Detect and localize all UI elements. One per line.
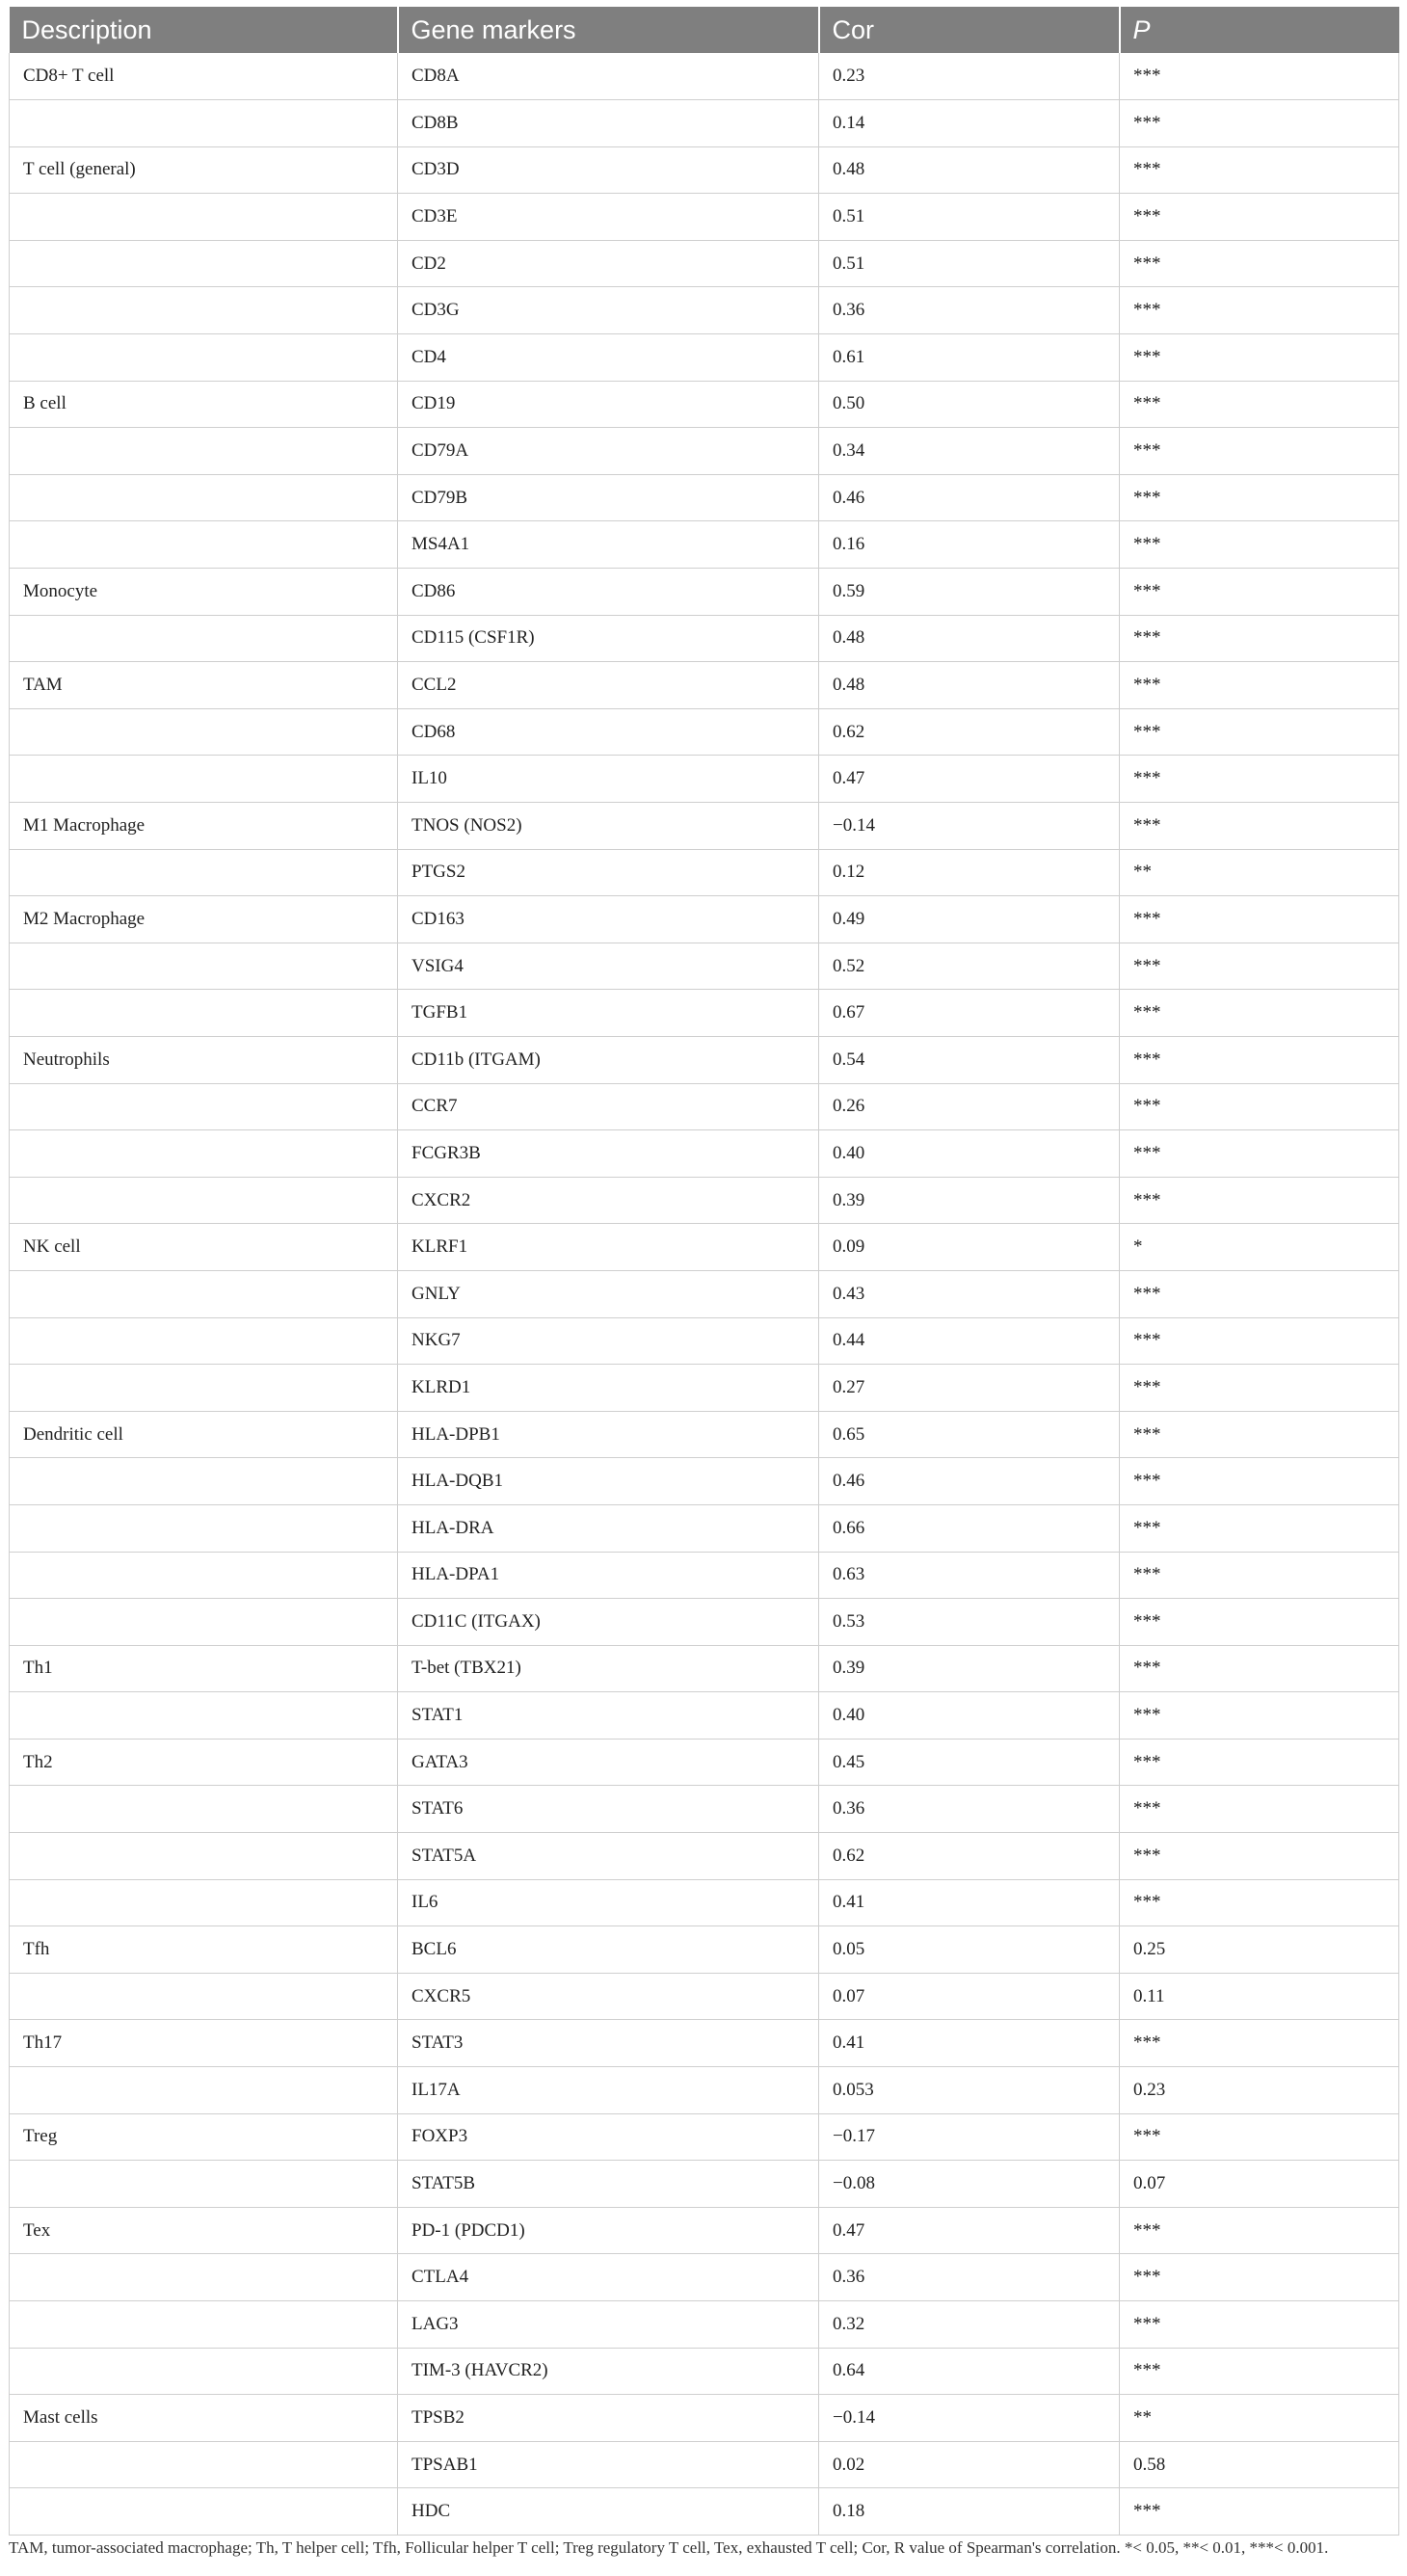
cell-cor: 0.47	[819, 2207, 1120, 2254]
table-row	[10, 2161, 1399, 2208]
cell-cor: −0.17	[819, 2113, 1120, 2161]
cell-cor: 0.44	[819, 1317, 1120, 1365]
cell-cor: 0.05	[819, 1926, 1120, 1974]
cell-p: ***	[1120, 2254, 1399, 2301]
cell-p: ***	[1120, 2207, 1399, 2254]
cell-gene-marker: TNOS (NOS2)	[398, 803, 819, 850]
cell-cor: 0.64	[819, 2348, 1120, 2395]
cell-cor: 0.51	[819, 240, 1120, 287]
cell-p: ***	[1120, 1365, 1399, 1412]
table-row	[10, 1879, 1399, 1926]
cell-cor: 0.39	[819, 1645, 1120, 1692]
cell-gene-marker: IL17A	[398, 2067, 819, 2114]
table-row	[10, 2113, 1399, 2161]
table-row	[10, 1692, 1399, 1739]
cell-p: ***	[1120, 474, 1399, 521]
table-row	[10, 896, 1399, 943]
cell-p: ***	[1120, 1692, 1399, 1739]
cell-description: Treg	[10, 2113, 398, 2161]
cell-description	[10, 100, 398, 147]
table-row	[10, 2020, 1399, 2067]
cell-description	[10, 1552, 398, 1599]
table-row	[10, 756, 1399, 803]
cell-gene-marker: CD79A	[398, 428, 819, 475]
cell-cor: 0.54	[819, 1036, 1120, 1083]
cell-p: ***	[1120, 1317, 1399, 1365]
cell-description: M1 Macrophage	[10, 803, 398, 850]
cell-gene-marker: CCR7	[398, 1083, 819, 1130]
cell-p: ***	[1120, 194, 1399, 241]
table-row	[10, 1224, 1399, 1271]
cell-p: ***	[1120, 2020, 1399, 2067]
cell-cor: 0.46	[819, 474, 1120, 521]
cell-p: **	[1120, 849, 1399, 896]
cell-description: TAM	[10, 662, 398, 709]
table-row	[10, 1317, 1399, 1365]
cell-cor: 0.09	[819, 1224, 1120, 1271]
table-row	[10, 194, 1399, 241]
correlation-table	[9, 7, 1399, 2536]
cell-p: ***	[1120, 2488, 1399, 2536]
cell-cor: 0.40	[819, 1692, 1120, 1739]
cell-cor: 0.14	[819, 100, 1120, 147]
cell-description	[10, 615, 398, 662]
table-row	[10, 240, 1399, 287]
cell-p: ***	[1120, 146, 1399, 194]
cell-gene-marker: HLA-DQB1	[398, 1458, 819, 1505]
cell-p: ***	[1120, 1645, 1399, 1692]
cell-p: ***	[1120, 1552, 1399, 1599]
cell-cor: −0.14	[819, 803, 1120, 850]
cell-p: ***	[1120, 943, 1399, 990]
cell-gene-marker: STAT1	[398, 1692, 819, 1739]
cell-description	[10, 1692, 398, 1739]
cell-gene-marker: VSIG4	[398, 943, 819, 990]
cell-gene-marker: HLA-DPB1	[398, 1411, 819, 1458]
cell-cor: 0.59	[819, 569, 1120, 616]
cell-p: ***	[1120, 521, 1399, 569]
cell-gene-marker: T-bet (TBX21)	[398, 1645, 819, 1692]
cell-description	[10, 1365, 398, 1412]
cell-description: NK cell	[10, 1224, 398, 1271]
table-row	[10, 381, 1399, 428]
table-row	[10, 1645, 1399, 1692]
cell-p: ***	[1120, 53, 1399, 100]
table-row	[10, 100, 1399, 147]
table-row	[10, 1177, 1399, 1224]
cell-cor: 0.52	[819, 943, 1120, 990]
cell-gene-marker: LAG3	[398, 2301, 819, 2349]
cell-gene-marker: KLRD1	[398, 1365, 819, 1412]
cell-p: ***	[1120, 803, 1399, 850]
cell-description	[10, 521, 398, 569]
cell-p: ***	[1120, 334, 1399, 382]
cell-description	[10, 474, 398, 521]
cell-gene-marker: CD2	[398, 240, 819, 287]
table-row	[10, 1504, 1399, 1552]
table-row	[10, 849, 1399, 896]
cell-gene-marker: HLA-DRA	[398, 1504, 819, 1552]
cell-gene-marker: STAT5A	[398, 1833, 819, 1880]
table-row	[10, 1130, 1399, 1178]
cell-description	[10, 1270, 398, 1317]
cell-cor: 0.36	[819, 1786, 1120, 1833]
cell-p: ***	[1120, 1599, 1399, 1646]
header-p: P	[1120, 7, 1399, 53]
cell-gene-marker: CD19	[398, 381, 819, 428]
cell-cor: −0.08	[819, 2161, 1120, 2208]
cell-gene-marker: CD3G	[398, 287, 819, 334]
cell-description	[10, 287, 398, 334]
table-row	[10, 2301, 1399, 2349]
cell-cor: 0.63	[819, 1552, 1120, 1599]
cell-p: 0.11	[1120, 1973, 1399, 2020]
cell-p: ***	[1120, 428, 1399, 475]
table-row	[10, 1458, 1399, 1505]
table-row	[10, 1083, 1399, 1130]
cell-p: ***	[1120, 1879, 1399, 1926]
cell-cor: 0.48	[819, 146, 1120, 194]
cell-gene-marker: PTGS2	[398, 849, 819, 896]
cell-gene-marker: STAT6	[398, 1786, 819, 1833]
cell-gene-marker: MS4A1	[398, 521, 819, 569]
cell-gene-marker: PD-1 (PDCD1)	[398, 2207, 819, 2254]
cell-gene-marker: BCL6	[398, 1926, 819, 1974]
cell-p: ***	[1120, 990, 1399, 1037]
cell-gene-marker: TGFB1	[398, 990, 819, 1037]
cell-p: 0.07	[1120, 2161, 1399, 2208]
cell-description	[10, 1177, 398, 1224]
cell-cor: 0.23	[819, 53, 1120, 100]
cell-p: ***	[1120, 756, 1399, 803]
cell-description: Tfh	[10, 1926, 398, 1974]
cell-description	[10, 194, 398, 241]
table-row	[10, 1036, 1399, 1083]
cell-description: CD8+ T cell	[10, 53, 398, 100]
cell-cor: 0.36	[819, 2254, 1120, 2301]
cell-description: Dendritic cell	[10, 1411, 398, 1458]
cell-p: ***	[1120, 2348, 1399, 2395]
cell-cor: 0.07	[819, 1973, 1120, 2020]
cell-p: ***	[1120, 1504, 1399, 1552]
cell-cor: 0.51	[819, 194, 1120, 241]
cell-gene-marker: HLA-DPA1	[398, 1552, 819, 1599]
cell-description	[10, 2161, 398, 2208]
cell-gene-marker: CD86	[398, 569, 819, 616]
cell-description: M2 Macrophage	[10, 896, 398, 943]
table-header-row	[10, 7, 1399, 53]
cell-p: ***	[1120, 287, 1399, 334]
cell-cor: 0.66	[819, 1504, 1120, 1552]
cell-cor: 0.32	[819, 2301, 1120, 2349]
cell-description	[10, 240, 398, 287]
cell-description: Neutrophils	[10, 1036, 398, 1083]
cell-cor: 0.18	[819, 2488, 1120, 2536]
cell-gene-marker: TPSAB1	[398, 2441, 819, 2488]
cell-gene-marker: CD11b (ITGAM)	[398, 1036, 819, 1083]
cell-description	[10, 2067, 398, 2114]
cell-cor: 0.43	[819, 1270, 1120, 1317]
cell-cor: 0.46	[819, 1458, 1120, 1505]
cell-p: ***	[1120, 1083, 1399, 1130]
cell-p: ***	[1120, 615, 1399, 662]
cell-gene-marker: FOXP3	[398, 2113, 819, 2161]
cell-gene-marker: CD8B	[398, 100, 819, 147]
table-row	[10, 2067, 1399, 2114]
cell-description: Th2	[10, 1739, 398, 1786]
header-gene-markers: Gene markers	[398, 7, 819, 53]
cell-gene-marker: CXCR5	[398, 1973, 819, 2020]
table-row	[10, 334, 1399, 382]
table-row	[10, 2348, 1399, 2395]
cell-cor: 0.53	[819, 1599, 1120, 1646]
cell-cor: 0.27	[819, 1365, 1120, 1412]
cell-description	[10, 1083, 398, 1130]
cell-cor: 0.45	[819, 1739, 1120, 1786]
cell-p: ***	[1120, 2113, 1399, 2161]
cell-description	[10, 756, 398, 803]
header-cor: Cor	[819, 7, 1120, 53]
table-row	[10, 1365, 1399, 1412]
cell-gene-marker: KLRF1	[398, 1224, 819, 1271]
cell-description: Tex	[10, 2207, 398, 2254]
cell-description	[10, 708, 398, 756]
cell-cor: 0.26	[819, 1083, 1120, 1130]
cell-gene-marker: IL6	[398, 1879, 819, 1926]
cell-p: ***	[1120, 662, 1399, 709]
cell-p: ***	[1120, 569, 1399, 616]
table-row	[10, 1833, 1399, 1880]
cell-description: T cell (general)	[10, 146, 398, 194]
cell-description	[10, 2348, 398, 2395]
table-row	[10, 1973, 1399, 2020]
cell-p: ***	[1120, 1739, 1399, 1786]
table-row	[10, 521, 1399, 569]
cell-description	[10, 2254, 398, 2301]
cell-description: Th1	[10, 1645, 398, 1692]
cell-p: ***	[1120, 100, 1399, 147]
cell-p: 0.23	[1120, 2067, 1399, 2114]
table-row	[10, 943, 1399, 990]
table-row	[10, 1552, 1399, 1599]
table-row	[10, 2207, 1399, 2254]
cell-cor: 0.12	[819, 849, 1120, 896]
cell-gene-marker: NKG7	[398, 1317, 819, 1365]
cell-cor: 0.65	[819, 1411, 1120, 1458]
table-row	[10, 1599, 1399, 1646]
cell-description	[10, 2301, 398, 2349]
cell-p: 0.58	[1120, 2441, 1399, 2488]
cell-cor: 0.34	[819, 428, 1120, 475]
cell-gene-marker: CD68	[398, 708, 819, 756]
cell-description	[10, 2488, 398, 2536]
cell-description: Mast cells	[10, 2395, 398, 2442]
table-row	[10, 2254, 1399, 2301]
cell-cor: 0.16	[819, 521, 1120, 569]
cell-gene-marker: CD163	[398, 896, 819, 943]
cell-p: ***	[1120, 1411, 1399, 1458]
cell-p: ***	[1120, 896, 1399, 943]
cell-p: ***	[1120, 708, 1399, 756]
cell-p: *	[1120, 1224, 1399, 1271]
cell-description	[10, 1130, 398, 1178]
table-row	[10, 1926, 1399, 1974]
table-footnote: TAM, tumor-associated macrophage; Th, T helper cell; Tfh, Follicular helper T cell; Treg regulatory T cell, Tex, exhausted T cell; Cor, R value of Spearman's correlation. *< 0.05, **< 0.01, ***< 0.001.	[9, 2538, 1329, 2557]
cell-description: B cell	[10, 381, 398, 428]
table-row	[10, 990, 1399, 1037]
cell-cor: 0.48	[819, 662, 1120, 709]
table-row	[10, 146, 1399, 194]
table-row	[10, 1739, 1399, 1786]
table-row	[10, 287, 1399, 334]
cell-cor: 0.39	[819, 1177, 1120, 1224]
cell-cor: 0.62	[819, 1833, 1120, 1880]
cell-gene-marker: CCL2	[398, 662, 819, 709]
cell-gene-marker: TIM-3 (HAVCR2)	[398, 2348, 819, 2395]
cell-cor: 0.62	[819, 708, 1120, 756]
cell-cor: 0.02	[819, 2441, 1120, 2488]
cell-description	[10, 428, 398, 475]
cell-gene-marker: STAT3	[398, 2020, 819, 2067]
cell-cor: 0.49	[819, 896, 1120, 943]
cell-gene-marker: IL10	[398, 756, 819, 803]
table-row	[10, 803, 1399, 850]
cell-p: ***	[1120, 1036, 1399, 1083]
table-row	[10, 474, 1399, 521]
table-row	[10, 615, 1399, 662]
cell-description	[10, 1458, 398, 1505]
cell-description	[10, 2441, 398, 2488]
table-row	[10, 2441, 1399, 2488]
cell-description	[10, 990, 398, 1037]
table-row	[10, 662, 1399, 709]
cell-description	[10, 334, 398, 382]
cell-cor: 0.50	[819, 381, 1120, 428]
cell-gene-marker: CD11C (ITGAX)	[398, 1599, 819, 1646]
cell-p: ***	[1120, 381, 1399, 428]
table-row	[10, 53, 1399, 100]
cell-gene-marker: CD3D	[398, 146, 819, 194]
cell-gene-marker: CD3E	[398, 194, 819, 241]
cell-gene-marker: FCGR3B	[398, 1130, 819, 1178]
cell-cor: 0.67	[819, 990, 1120, 1037]
header-description: Description	[10, 7, 398, 53]
cell-cor: 0.47	[819, 756, 1120, 803]
cell-gene-marker: CD8A	[398, 53, 819, 100]
cell-description	[10, 1599, 398, 1646]
cell-cor: 0.36	[819, 287, 1120, 334]
cell-p: ***	[1120, 2301, 1399, 2349]
cell-cor: 0.41	[819, 2020, 1120, 2067]
cell-description	[10, 1317, 398, 1365]
cell-p: **	[1120, 2395, 1399, 2442]
cell-cor: 0.61	[819, 334, 1120, 382]
cell-cor: 0.053	[819, 2067, 1120, 2114]
table-row	[10, 1270, 1399, 1317]
cell-description	[10, 1786, 398, 1833]
cell-description	[10, 1833, 398, 1880]
table-row	[10, 1411, 1399, 1458]
cell-p: ***	[1120, 1177, 1399, 1224]
table-body	[10, 53, 1399, 2535]
cell-p: 0.25	[1120, 1926, 1399, 1974]
table-row	[10, 1786, 1399, 1833]
cell-gene-marker: HDC	[398, 2488, 819, 2536]
cell-gene-marker: GATA3	[398, 1739, 819, 1786]
cell-p: ***	[1120, 1458, 1399, 1505]
cell-p: ***	[1120, 240, 1399, 287]
table-row	[10, 428, 1399, 475]
cell-p: ***	[1120, 1833, 1399, 1880]
cell-cor: 0.41	[819, 1879, 1120, 1926]
cell-description: Monocyte	[10, 569, 398, 616]
cell-gene-marker: GNLY	[398, 1270, 819, 1317]
cell-description	[10, 943, 398, 990]
table-row	[10, 2488, 1399, 2536]
table-row	[10, 2395, 1399, 2442]
cell-cor: 0.48	[819, 615, 1120, 662]
cell-p: ***	[1120, 1786, 1399, 1833]
cell-gene-marker: CD4	[398, 334, 819, 382]
cell-gene-marker: CXCR2	[398, 1177, 819, 1224]
cell-cor: 0.40	[819, 1130, 1120, 1178]
cell-description: Th17	[10, 2020, 398, 2067]
cell-p: ***	[1120, 1270, 1399, 1317]
table-row	[10, 708, 1399, 756]
cell-cor: −0.14	[819, 2395, 1120, 2442]
cell-gene-marker: STAT5B	[398, 2161, 819, 2208]
cell-gene-marker: TPSB2	[398, 2395, 819, 2442]
cell-description	[10, 1973, 398, 2020]
cell-gene-marker: CD79B	[398, 474, 819, 521]
cell-gene-marker: CD115 (CSF1R)	[398, 615, 819, 662]
cell-p: ***	[1120, 1130, 1399, 1178]
cell-description	[10, 1504, 398, 1552]
cell-gene-marker: CTLA4	[398, 2254, 819, 2301]
table-row	[10, 569, 1399, 616]
cell-description	[10, 1879, 398, 1926]
cell-description	[10, 849, 398, 896]
